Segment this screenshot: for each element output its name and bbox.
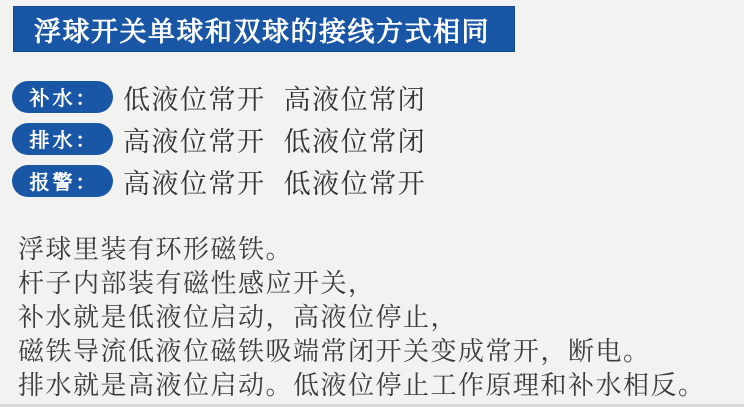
drainage-badge: 排水：	[12, 123, 113, 155]
water-supply-rule-text: 低液位常开 高液位常闭	[123, 84, 427, 116]
page-title: 浮球开关单球和双球的接线方式相同	[34, 16, 490, 48]
page-title-banner	[13, 6, 515, 52]
drainage-rule-text: 高液位常开 低液位常闭	[123, 126, 427, 158]
alarm-badge: 报警：	[12, 165, 113, 197]
description-line-3: 补水就是低液位启动，高液位停止，	[18, 303, 459, 333]
rule-row-alarm	[12, 165, 427, 200]
rule-row-water-supply	[12, 81, 427, 116]
rule-row-drainage	[12, 123, 427, 158]
description-line-5: 排水就是高液位启动。低液位停止工作原理和补水相反。	[18, 371, 706, 401]
description-line-2: 杆子内部装有磁性感应开关，	[18, 269, 376, 299]
water-supply-badge: 补水：	[12, 81, 113, 113]
description-line-4: 磁铁导流低液位磁铁吸端常闭开关变成常开，断电。	[18, 337, 651, 367]
working-principle-paragraph	[18, 233, 706, 403]
alarm-rule-text: 高液位常开 低液位常开	[123, 168, 427, 200]
description-line-1: 浮球里装有环形磁铁。	[18, 235, 294, 265]
wiring-rules-list	[12, 81, 427, 200]
